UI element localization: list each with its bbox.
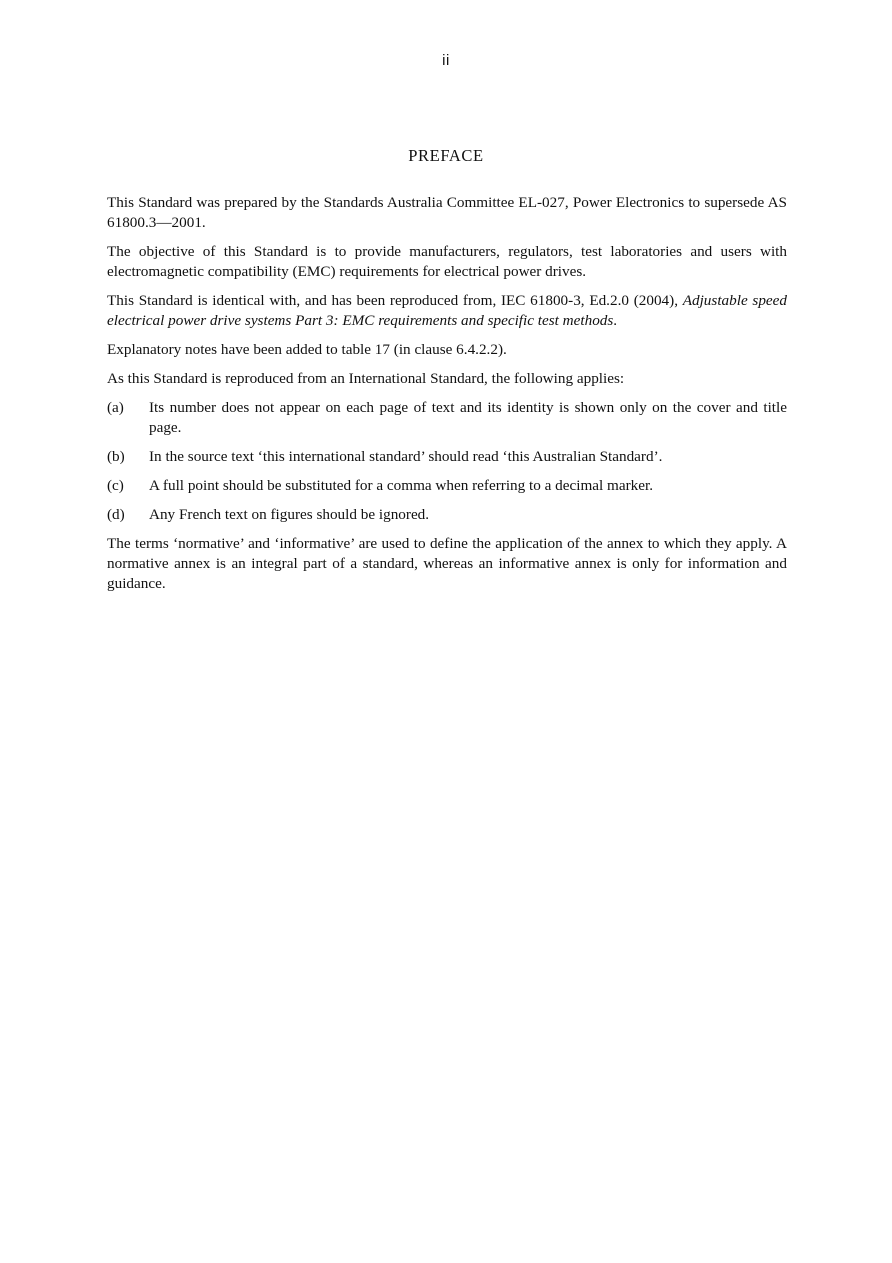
paragraph-committee: This Standard was prepared by the Standards Australia Committee EL-027, Power Electronics to supersede AS 61800.3—2001.	[107, 194, 787, 231]
preface-body	[107, 193, 787, 603]
page-title: PREFACE	[408, 146, 484, 165]
source-title: Adjustable speed electrical power drive systems Part 3: EMC requirements and specific test methods	[107, 292, 787, 329]
list-text: In the source text ‘this international standard’ should read ‘this Australian Standard’.	[149, 448, 663, 465]
paragraph-source	[107, 291, 787, 331]
list-item	[107, 447, 787, 467]
paragraph-notes: Explanatory notes have been added to table 17 (in clause 6.4.2.2).	[107, 341, 507, 358]
paragraph-source-text: This Standard is identical with, and has been reproduced from, IEC 61800-3, Ed.2.0 (2004),	[107, 292, 683, 309]
list-label: (d)	[107, 506, 125, 523]
list-text: Its number does not appear on each page of text and its identity is shown only on the cover and title page.	[149, 399, 787, 436]
paragraph-objective: The objective of this Standard is to provide manufacturers, regulators, test laboratories and users with electromagnetic compatibility (EMC) requirements for electrical power drives.	[107, 243, 787, 280]
list-item	[107, 398, 787, 438]
list-label: (c)	[107, 477, 124, 494]
page-number: ii	[442, 52, 450, 69]
list-label: (b)	[107, 448, 125, 465]
paragraph-applies: As this Standard is reproduced from an International Standard, the following applies:	[107, 370, 625, 387]
list-item	[107, 476, 787, 496]
list-label: (a)	[107, 399, 124, 416]
paragraph-source-end: .	[613, 312, 618, 329]
list-text: Any French text on figures should be ignored.	[149, 506, 430, 523]
list-text: A full point should be substituted for a comma when referring to a decimal marker.	[149, 477, 654, 494]
paragraph-terms: The terms ‘normative’ and ‘informative’ are used to define the application of the annex to which they apply. A normative annex is an integral part of a standard, whereas an informative annex is only for information and guidance.	[107, 535, 787, 592]
list-item	[107, 505, 787, 525]
